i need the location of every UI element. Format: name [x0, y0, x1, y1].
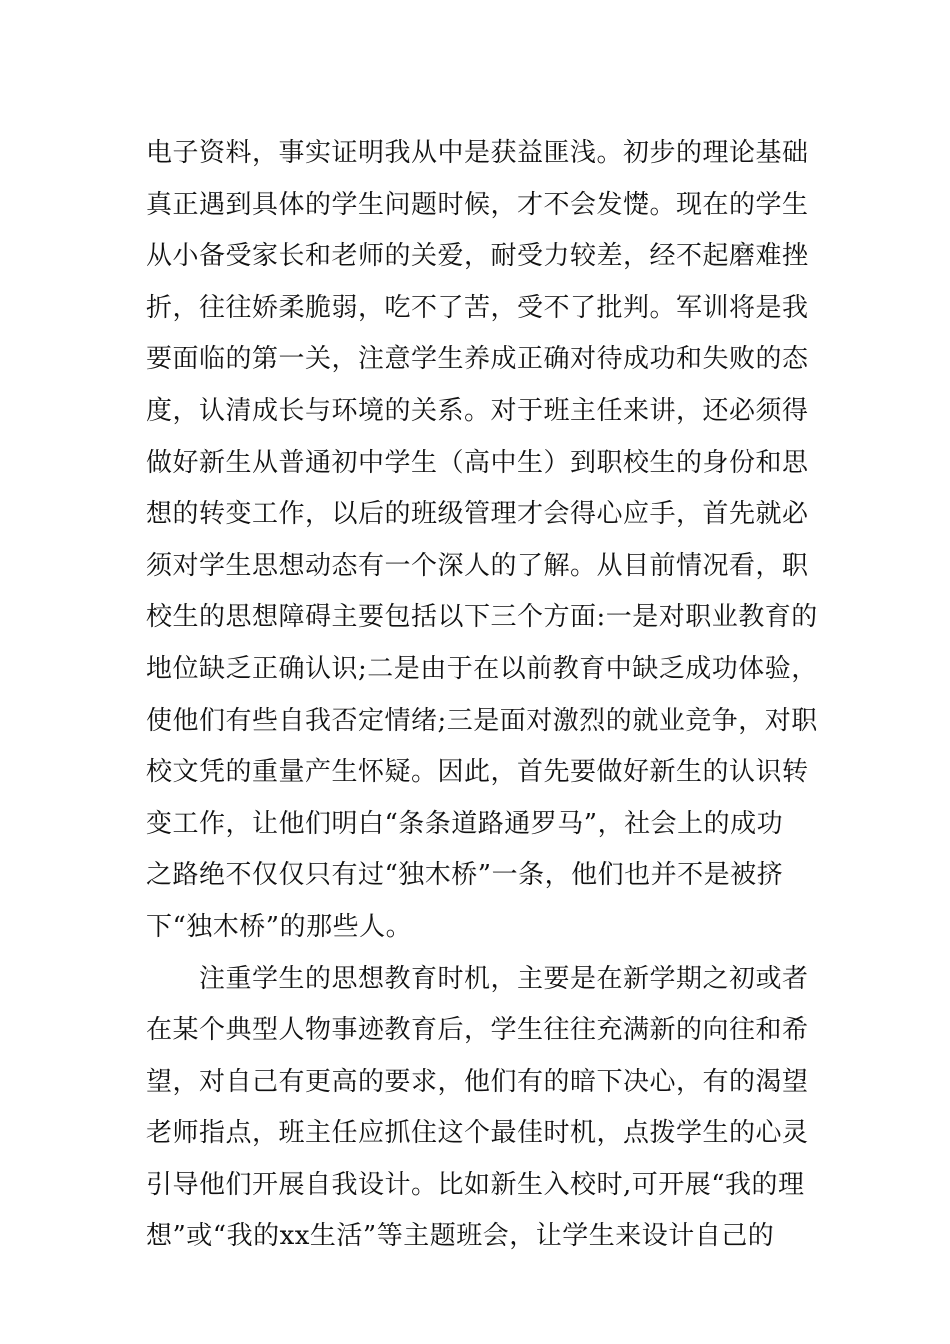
text-line: 做好新生从普通初中学生（高中生）到职校生的身份和思 [146, 447, 809, 478]
text-line: 想”或“我的xx生活”等主题班会，让学生来设计自己的 [146, 1221, 775, 1252]
text-line: 在某个典型人物事迹教育后，学生往往充满新的向往和希 [146, 1015, 809, 1046]
text-line: 想的转变工作，以后的班级管理才会得心应手，首先就必 [146, 499, 809, 530]
text-line: 度，认清成长与环境的关系。对于班主任来讲，还必须得 [146, 395, 809, 426]
text-line: 老师指点，班主任应抓住这个最佳时机，点拨学生的心灵 [146, 1118, 809, 1149]
text-line: 之路绝不仅仅只有过“独木桥”一条，他们也并不是被挤 [146, 860, 784, 891]
text-line: 从小备受家长和老师的关爱，耐受力较差，经不起磨难挫 [146, 241, 809, 272]
text-line: 使他们有些自我否定情绪;三是面对激烈的就业竞争，对职 [146, 705, 818, 736]
body-text [146, 128, 826, 1263]
text-line: 折，往往娇柔脆弱，吃不了苦，受不了批判。军训将是我 [146, 292, 809, 323]
text-line: 望，对自己有更高的要求，他们有的暗下决心，有的渴望 [146, 1066, 809, 1097]
text-line: 真正遇到具体的学生问题时候，才不会发憷。现在的学生 [146, 189, 809, 220]
text-line: 要面临的第一关，注意学生养成正确对待成功和失败的态 [146, 344, 809, 375]
text-line: 校文凭的重量产生怀疑。因此，首先要做好新生的认识转 [146, 757, 809, 788]
text-line: 地位缺乏正确认识;二是由于在以前教育中缺乏成功体验， [146, 653, 818, 684]
text-line: 校生的思想障碍主要包括以下三个方面:一是对职业教育的 [146, 602, 818, 633]
text-line: 须对学生思想动态有一个深人的了解。从目前情况看，职 [146, 550, 809, 581]
text-line: 注重学生的思想教育时机，主要是在新学期之初或者 [146, 963, 809, 994]
text-line: 电子资料，事实证明我从中是获益匪浅。初步的理论基础 [146, 138, 809, 168]
text-line: 引导他们开展自我设计。比如新生入校时,可开展“我的理 [146, 1169, 805, 1200]
text-line: 下“独木桥”的那些人。 [146, 911, 413, 942]
text-line: 变工作，让他们明白“条条道路通罗马”，社会上的成功 [146, 808, 784, 839]
